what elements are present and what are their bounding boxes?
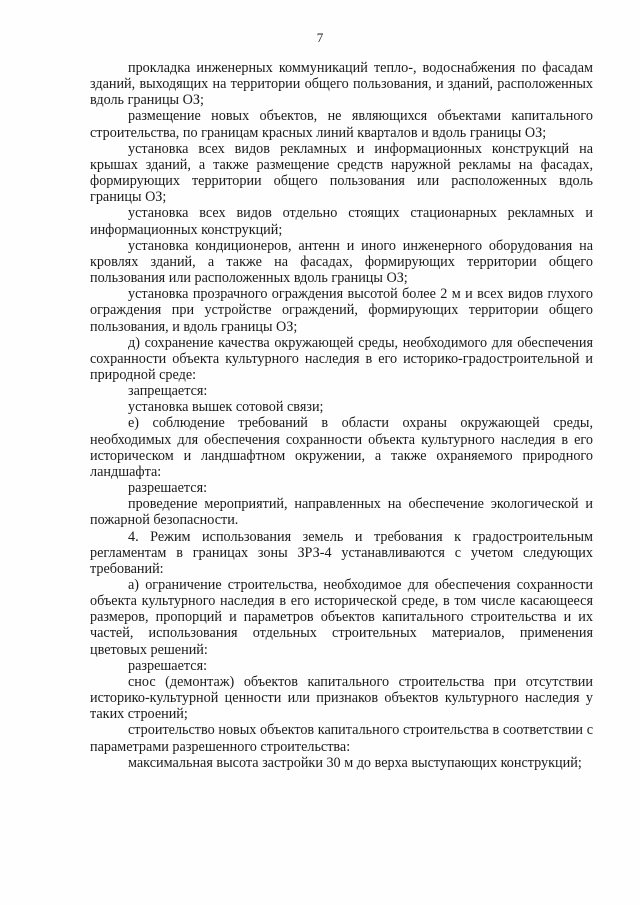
paragraph-9: установка вышек сотовой связи;: [128, 399, 324, 416]
paragraph-12: проведение мероприятий, направленных на обеспечение экологической и пожарной безопасности.: [90, 496, 593, 529]
paragraph-2: размещение новых объектов, не являющихся объектами капитального строительства, по границам красных линий кварталов и вдоль границы ОЗ;: [90, 108, 593, 141]
paragraph-18: максимальная высота застройки 30 м до верха выступающих конструкций;: [128, 754, 582, 771]
document-body: [90, 60, 593, 771]
paragraph-3: установка всех видов рекламных и информационных конструкций на крышах зданий, а также размещение средств наружной рекламы на фасадах, формирующих территории общего пользования или расположенных вдоль границы ОЗ;: [90, 140, 593, 206]
paragraph-13: 4. Режим использования земель и требования к градостроительным регламентам в границах зоны ЗРЗ-4 устанавливаются с учетом следующих требований:: [90, 528, 593, 577]
paragraph-16: снос (демонтаж) объектов капитального строительства при отсутствии историко-культурной ценности или признаков объектов культурного наследия у таких строений;: [90, 673, 593, 723]
paragraph-15: разрешается:: [128, 657, 208, 674]
paragraph-8: запрещается:: [128, 383, 208, 400]
paragraph-11: разрешается:: [128, 480, 208, 497]
paragraph-5: установка кондиционеров, антенн и иного инженерного оборудования на кровлях зданий, а также на фасадах, формирующих территории общего пользования или расположенных вдоль границы ОЗ;: [90, 237, 593, 287]
page-number: 7: [316, 30, 324, 45]
paragraph-14: а) ограничение строительства, необходимое для обеспечения сохранности объекта культурного наследия в его исторической среде, в том числе касающееся размеров, пропорций и параметров объектов капитального строительства и их частей, использования отдельных строительных материалов, применения цветовых решений:: [90, 577, 593, 658]
paragraph-7: д) сохранение качества окружающей среды, необходимого для обеспечения сохранности объекта культурного наследия в его историко-градостроительной и природной среде:: [90, 334, 593, 383]
paragraph-17: строительство новых объектов капитального строительства в соответствии с параметрами разрешенного строительства:: [90, 722, 593, 755]
paragraph-10: е) соблюдение требований в области охраны окружающей среды, необходимых для обеспечения сохранности объекта культурного наследия в его историческом и ландшафтном окружении, а также охраняемого природного ландшафта:: [90, 415, 593, 480]
paragraph-4: установка всех видов отдельно стоящих стационарных рекламных и информационных конструкций;: [90, 205, 593, 238]
paragraph-1: прокладка инженерных коммуникаций тепло-, водоснабжения по фасадам зданий, выходящих на территории общего пользования, и зданий, расположенных вдоль границы ОЗ;: [90, 60, 593, 109]
paragraph-6: установка прозрачного ограждения высотой более 2 м и всех видов глухого ограждения при устройстве ограждений, формирующих территории общего пользования, и вдоль границы ОЗ;: [90, 286, 593, 335]
